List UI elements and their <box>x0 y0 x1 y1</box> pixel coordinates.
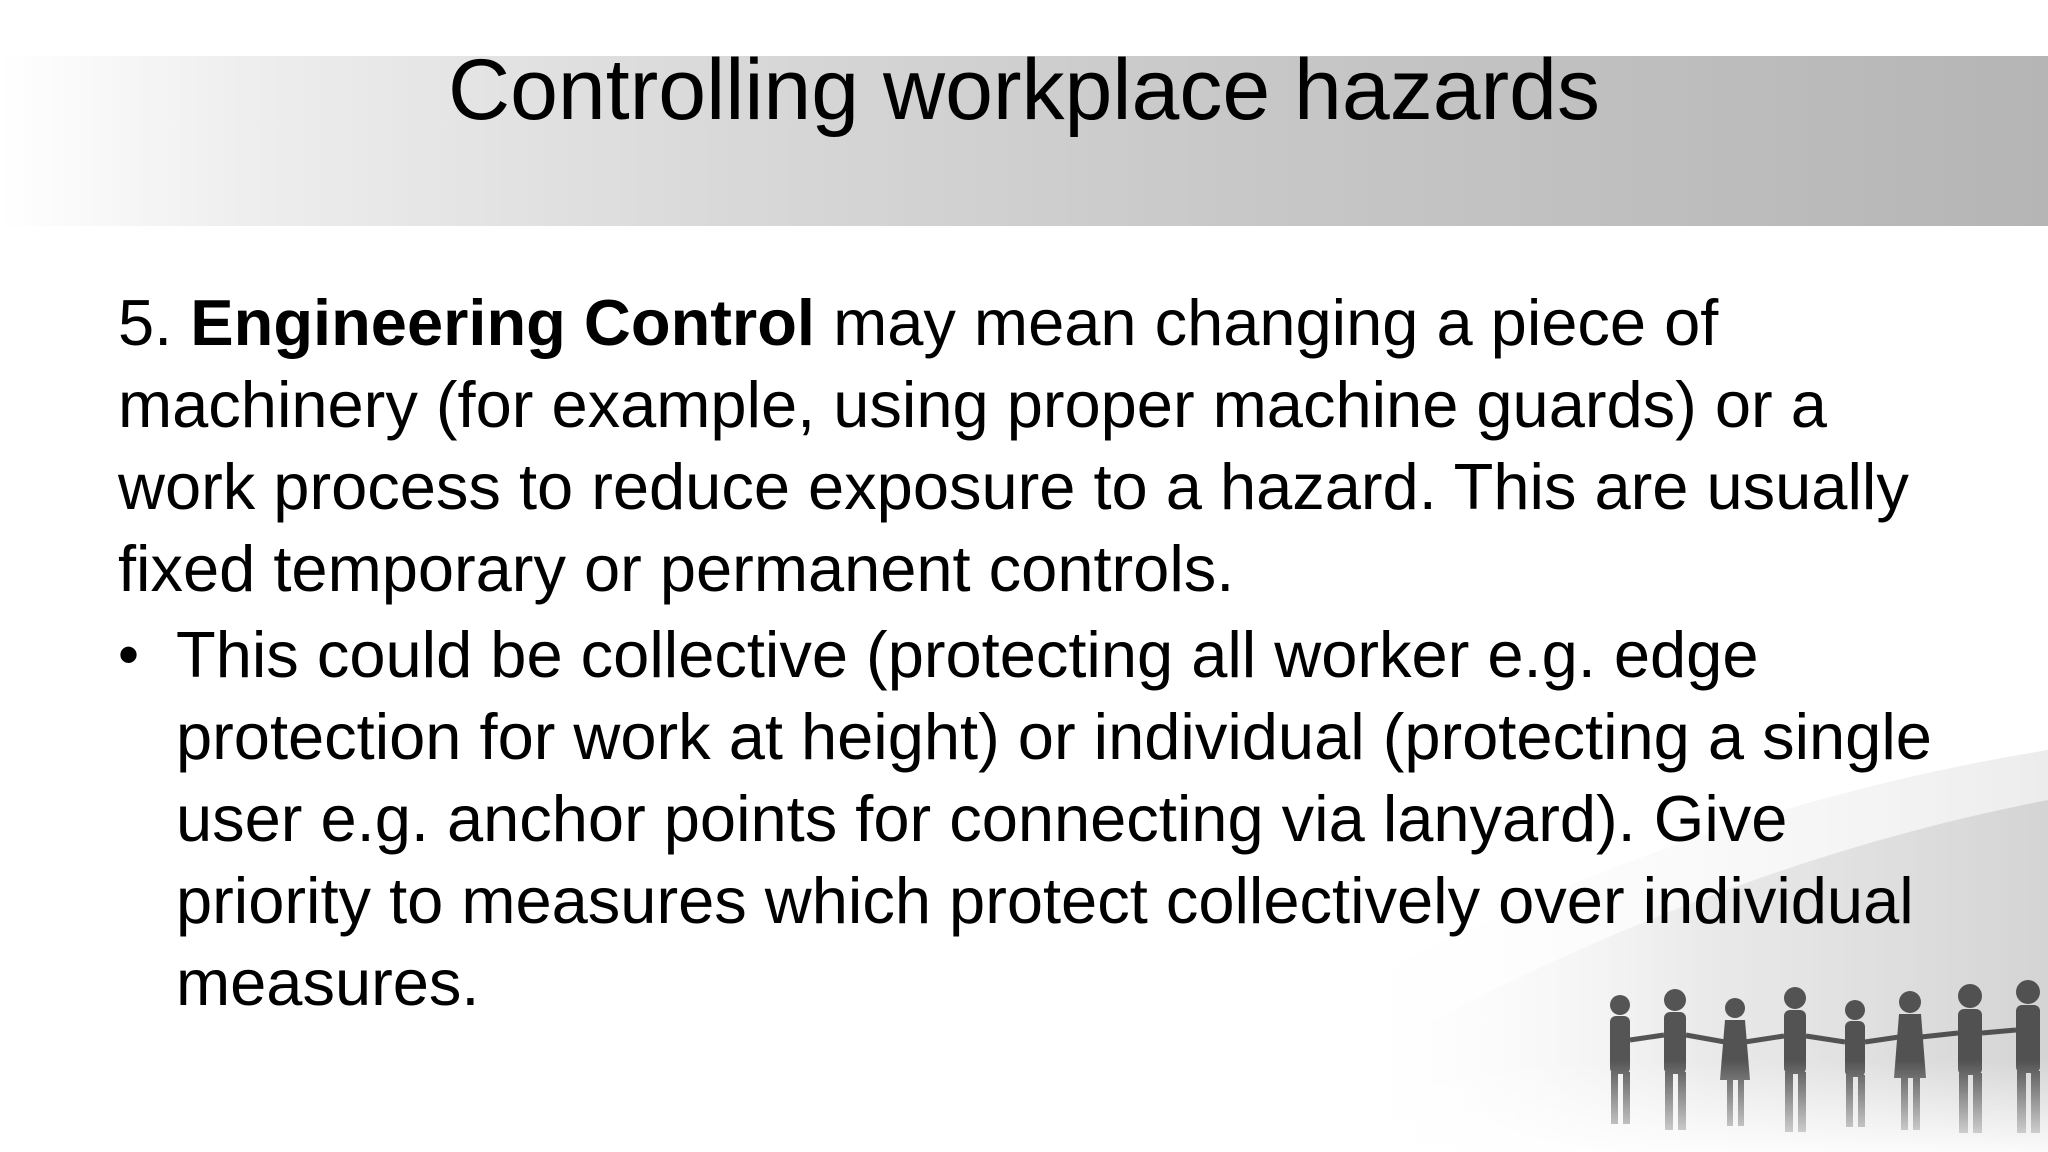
item-number: 5. <box>118 286 173 359</box>
slide-body <box>118 282 1938 1024</box>
paragraph-text: may mean changing a piece of machinery (for example, using proper machine guards) or a work process to reduce exposure to a hazard. This are usually fixed temporary or permanent controls. <box>118 286 1909 605</box>
bullet-text: This could be collective (protecting all worker e.g. edge protection for work at height) or individual (protecting a single user e.g. anchor points for connecting via lanyard). Give priority to measures which protect collectively over individual measures. <box>176 618 1932 1019</box>
slide-title: Controlling workplace hazards <box>447 42 1600 138</box>
bullet-item <box>118 614 1938 1024</box>
engineering-control-paragraph <box>118 282 1938 610</box>
bullet-marker: • <box>118 621 140 688</box>
bold-term: Engineering Control <box>190 286 815 359</box>
